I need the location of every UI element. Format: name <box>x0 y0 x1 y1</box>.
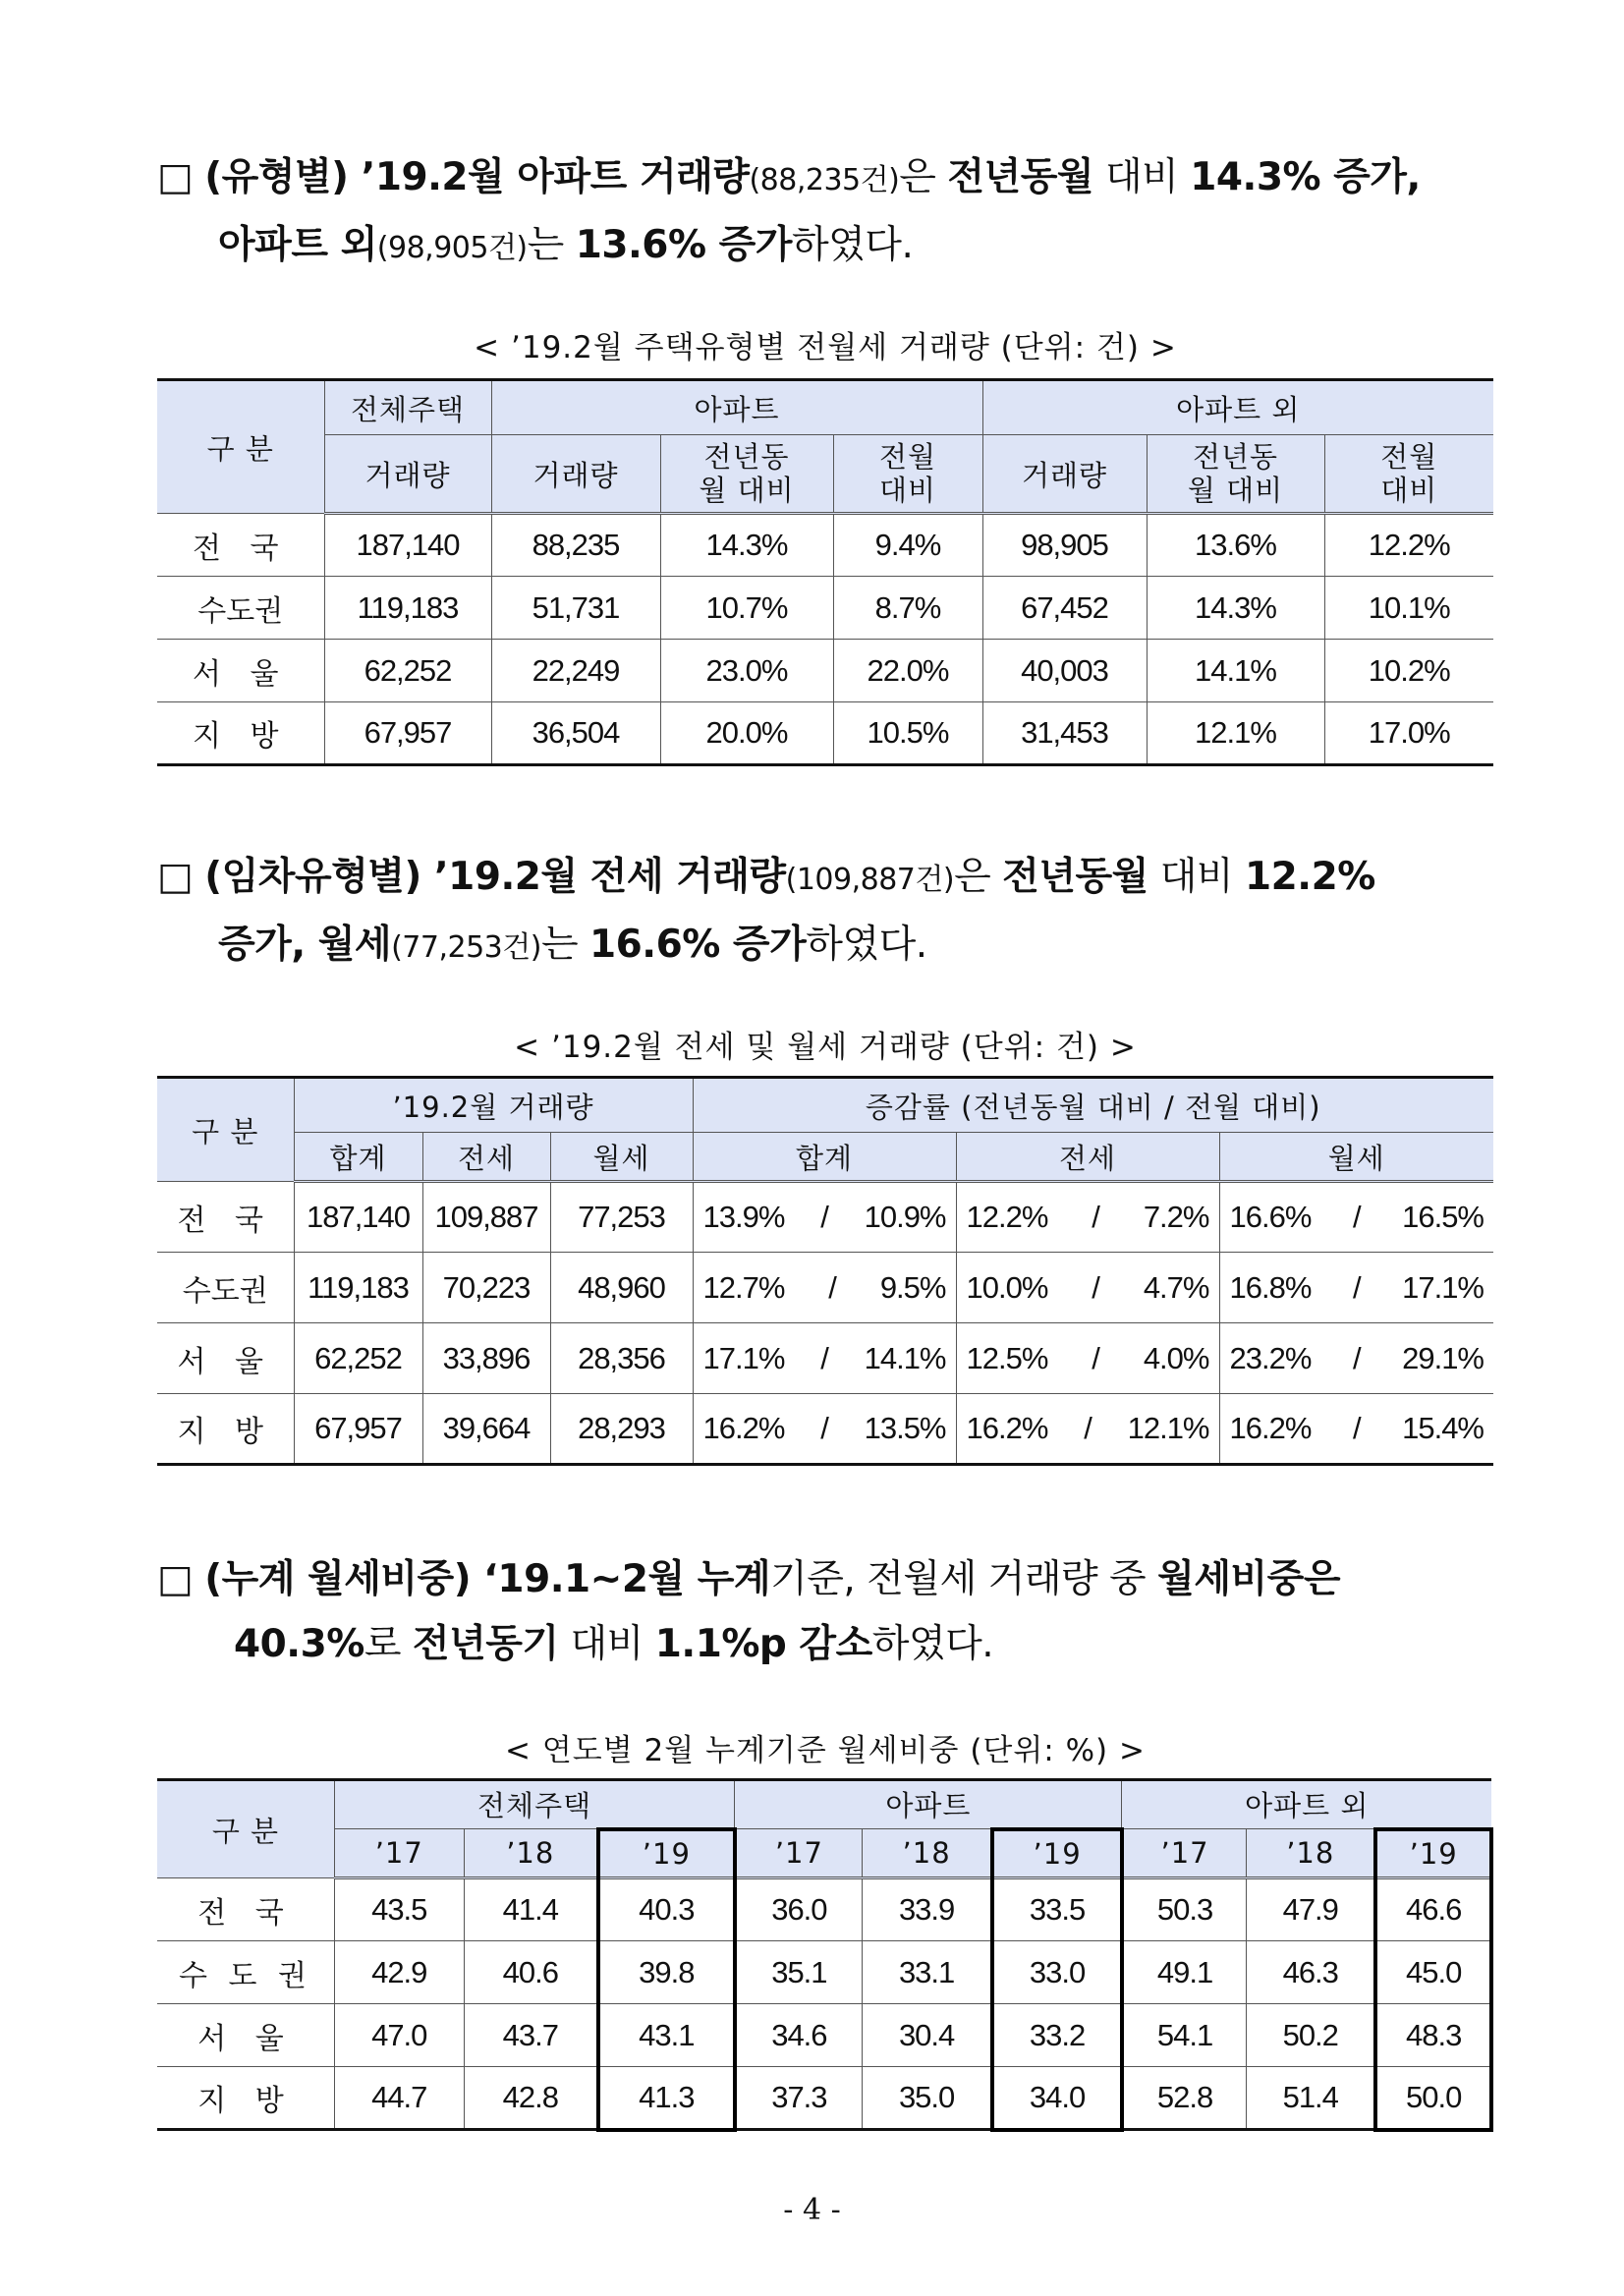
row-label: 서 울 <box>157 1323 294 1394</box>
t2-h-jeonse: 전세 <box>422 1133 550 1182</box>
cell: 51,731 <box>491 577 660 640</box>
t2-h-wolse: 월세 <box>550 1133 693 1182</box>
table2-caption: < ’19.2월 전세 및 월세 거래량 (단위: 건) > <box>514 1030 1137 1065</box>
table-row <box>157 1394 1493 1465</box>
p1-c: 전년동월 <box>947 155 1094 199</box>
cell: 30.4 <box>862 2004 992 2067</box>
cell: 67,957 <box>324 702 491 765</box>
cell: 9.4% <box>833 514 982 577</box>
paragraph-monthly-share <box>157 1547 1493 1677</box>
t1-h-other: 아파트 외 <box>982 380 1493 435</box>
table1-caption: < ’19.2월 주택유형별 전월세 거래량 (단위: 건) > <box>474 330 1177 365</box>
table-row <box>157 702 1493 765</box>
cell: 17.0% <box>1324 702 1493 765</box>
p2-i: 하였다. <box>806 923 927 967</box>
row-label: 수 도 권 <box>157 1941 334 2004</box>
table-monthly-share <box>157 1778 1493 2132</box>
p3-a: (누계 월세비중) ‘19.1~2월 누계 <box>204 1557 771 1601</box>
table-row <box>157 1253 1493 1323</box>
p1-f-small: (98,905건) <box>376 231 528 265</box>
p1-h: 13.6% 증가 <box>575 223 792 267</box>
cell: 52.8 <box>1122 2067 1247 2130</box>
paragraph-lease-type <box>157 845 1493 980</box>
cell-rate: 16.2% / 15.4% <box>1219 1394 1493 1465</box>
cell-rate: 23.2% / 29.1% <box>1219 1323 1493 1394</box>
p1-e: 14.3% 증가, <box>1190 155 1421 199</box>
t3-h-other: 아파트 외 <box>1122 1780 1491 1829</box>
t2-h-jeonse: 전세 <box>956 1133 1219 1182</box>
cell: 62,252 <box>294 1323 422 1394</box>
p3-b: 기준, 전월세 거래량 중 <box>770 1557 1158 1601</box>
cell: 10.7% <box>660 577 833 640</box>
t1-h-mom: 전월 대비 <box>1324 435 1493 514</box>
t1-h-gubun: 구 분 <box>157 380 324 514</box>
row-label: 수도권 <box>157 1253 294 1323</box>
cell: 51.4 <box>1247 2067 1376 2130</box>
cell: 35.0 <box>862 2067 992 2130</box>
checkbox-bullet: □ <box>157 155 194 199</box>
cell: 67,957 <box>294 1394 422 1465</box>
t3-h-gubun: 구 분 <box>157 1780 334 1878</box>
p2-d: 대비 <box>1148 855 1245 899</box>
cell: 33.1 <box>862 1941 992 2004</box>
t3-h-year: ’18 <box>464 1829 598 1878</box>
t1-h-vol: 거래량 <box>491 435 660 514</box>
cell: 12.2% <box>1324 514 1493 577</box>
row-label: 전 국 <box>157 1182 294 1253</box>
t2-h-sum: 합계 <box>294 1133 422 1182</box>
cell-rate: 10.0% / 4.7% <box>956 1253 1219 1323</box>
cell-rate: 13.9% / 10.9% <box>693 1182 956 1253</box>
table-row <box>157 2004 1491 2067</box>
cell: 34.0 <box>992 2067 1122 2130</box>
cell-rate: 12.2% / 7.2% <box>956 1182 1219 1253</box>
table-lease-volume <box>157 1076 1493 1466</box>
cell: 88,235 <box>491 514 660 577</box>
cell: 187,140 <box>324 514 491 577</box>
cell: 47.0 <box>334 2004 464 2067</box>
cell: 36,504 <box>491 702 660 765</box>
cell: 34.6 <box>735 2004 863 2067</box>
page-number: - 4 - <box>783 2193 841 2227</box>
cell: 70,223 <box>422 1253 550 1323</box>
t1-h-mom: 전월 대비 <box>833 435 982 514</box>
cell: 40.3 <box>598 1878 735 1941</box>
table-row <box>157 514 1493 577</box>
cell: 28,356 <box>550 1323 693 1394</box>
cell: 33.0 <box>992 1941 1122 2004</box>
t3-h-apt: 아파트 <box>735 1780 1122 1829</box>
t1-h-vol: 거래량 <box>982 435 1147 514</box>
cell: 37.3 <box>735 2067 863 2130</box>
cell: 13.6% <box>1147 514 1324 577</box>
cell: 31,453 <box>982 702 1147 765</box>
p2-b: 은 <box>954 855 1003 899</box>
cell-rate: 16.2% / 13.5% <box>693 1394 956 1465</box>
cell: 39,664 <box>422 1394 550 1465</box>
p2-g: 는 <box>540 923 590 967</box>
cell: 12.1% <box>1147 702 1324 765</box>
table-row <box>157 640 1493 702</box>
cell: 109,887 <box>422 1182 550 1253</box>
cell: 43.7 <box>464 2004 598 2067</box>
p3-c: 월세비중은 <box>1157 1557 1341 1601</box>
table-row <box>157 2067 1491 2130</box>
p1-i: 하였다. <box>791 223 914 267</box>
table-row <box>157 1878 1491 1941</box>
p3-i: 하였다. <box>871 1622 994 1666</box>
cell: 28,293 <box>550 1394 693 1465</box>
cell: 40,003 <box>982 640 1147 702</box>
cell: 50.3 <box>1122 1878 1247 1941</box>
cell: 33.2 <box>992 2004 1122 2067</box>
checkbox-bullet: □ <box>157 1557 194 1601</box>
cell: 45.0 <box>1375 1941 1491 2004</box>
cell: 43.5 <box>334 1878 464 1941</box>
cell: 22.0% <box>833 640 982 702</box>
cell-rate: 16.8% / 17.1% <box>1219 1253 1493 1323</box>
t3-h-year: ’17 <box>1122 1829 1247 1878</box>
p2-e: 12.2% <box>1245 855 1375 899</box>
t1-h-total: 전체주택 <box>324 380 491 435</box>
cell: 49.1 <box>1122 1941 1247 2004</box>
p3-e: 로 <box>364 1622 413 1666</box>
row-label: 전 국 <box>157 1878 334 1941</box>
p1-b: 은 <box>899 155 948 199</box>
row-label: 서 울 <box>157 640 324 702</box>
cell: 48,960 <box>550 1253 693 1323</box>
p2-f: 증가, 월세 <box>218 923 392 967</box>
cell: 46.6 <box>1375 1878 1491 1941</box>
cell: 33.5 <box>992 1878 1122 1941</box>
cell: 33,896 <box>422 1323 550 1394</box>
cell: 54.1 <box>1122 2004 1247 2067</box>
p1-a: (유형별) ’19.2월 아파트 거래량 <box>204 155 750 199</box>
cell-rate: 16.2% / 12.1% <box>956 1394 1219 1465</box>
t2-h-sum: 합계 <box>693 1133 956 1182</box>
cell: 44.7 <box>334 2067 464 2130</box>
t3-h-year: ’17 <box>334 1829 464 1878</box>
t1-h-vol: 거래량 <box>324 435 491 514</box>
p1-d: 대비 <box>1093 155 1191 199</box>
checkbox-bullet: □ <box>157 855 194 899</box>
cell: 20.0% <box>660 702 833 765</box>
t3-h-year: ’18 <box>862 1829 992 1878</box>
table-row <box>157 1941 1491 2004</box>
t3-h-year: ’17 <box>735 1829 863 1878</box>
t1-h-apt: 아파트 <box>491 380 982 435</box>
cell: 10.1% <box>1324 577 1493 640</box>
table-row <box>157 1323 1493 1394</box>
p3-h: 1.1%p 감소 <box>654 1622 872 1666</box>
cell: 119,183 <box>324 577 491 640</box>
cell: 41.3 <box>598 2067 735 2130</box>
cell-rate: 16.6% / 16.5% <box>1219 1182 1493 1253</box>
cell: 67,452 <box>982 577 1147 640</box>
cell: 35.1 <box>735 1941 863 2004</box>
cell: 77,253 <box>550 1182 693 1253</box>
cell: 42.9 <box>334 1941 464 2004</box>
paragraph-type <box>157 145 1493 281</box>
p2-f-small: (77,253건) <box>391 930 541 965</box>
t1-h-yoy: 전년동월 대비 <box>660 435 833 514</box>
cell: 14.1% <box>1147 640 1324 702</box>
cell: 8.7% <box>833 577 982 640</box>
cell: 33.9 <box>862 1878 992 1941</box>
row-label: 서 울 <box>157 2004 334 2067</box>
cell: 36.0 <box>735 1878 863 1941</box>
cell: 41.4 <box>464 1878 598 1941</box>
t2-h-wolse: 월세 <box>1219 1133 1493 1182</box>
row-label: 지 방 <box>157 1394 294 1465</box>
cell: 22,249 <box>491 640 660 702</box>
cell: 50.2 <box>1247 2004 1376 2067</box>
p3-f: 전년동기 <box>412 1622 559 1666</box>
p1-a-small: (88,235건) <box>749 163 900 197</box>
t3-h-year: ’19 <box>992 1829 1122 1878</box>
p3-d: 40.3% <box>234 1622 364 1666</box>
cell: 23.0% <box>660 640 833 702</box>
cell: 98,905 <box>982 514 1147 577</box>
t2-h-vol: ’19.2월 거래량 <box>294 1078 693 1133</box>
p1-g: 는 <box>527 223 576 267</box>
t2-h-rate: 증감률 (전년동월 대비 / 전월 대비) <box>693 1078 1493 1133</box>
p2-c: 전년동월 <box>1002 855 1148 899</box>
table3-caption: < 연도별 2월 누계기준 월세비중 (단위: %) > <box>505 1733 1146 1768</box>
cell: 10.2% <box>1324 640 1493 702</box>
cell: 14.3% <box>660 514 833 577</box>
p2-a-small: (109,887건) <box>785 863 955 897</box>
t2-h-gubun: 구 분 <box>157 1078 294 1182</box>
cell: 39.8 <box>598 1941 735 2004</box>
cell: 40.6 <box>464 1941 598 2004</box>
table-row <box>157 577 1493 640</box>
table-row <box>157 1182 1493 1253</box>
cell: 47.9 <box>1247 1878 1376 1941</box>
cell: 48.3 <box>1375 2004 1491 2067</box>
row-label: 지 방 <box>157 2067 334 2130</box>
cell: 43.1 <box>598 2004 735 2067</box>
cell: 14.3% <box>1147 577 1324 640</box>
p3-g: 대비 <box>558 1622 655 1666</box>
cell: 119,183 <box>294 1253 422 1323</box>
cell: 50.0 <box>1375 2067 1491 2130</box>
cell: 62,252 <box>324 640 491 702</box>
cell: 42.8 <box>464 2067 598 2130</box>
cell-rate: 12.7% / 9.5% <box>693 1253 956 1323</box>
t1-h-yoy: 전년동월 대비 <box>1147 435 1324 514</box>
p1-f: 아파트 외 <box>218 223 377 267</box>
cell: 187,140 <box>294 1182 422 1253</box>
t3-h-year: ’19 <box>598 1829 735 1878</box>
cell-rate: 12.5% / 4.0% <box>956 1323 1219 1394</box>
row-label: 수도권 <box>157 577 324 640</box>
table-type-volume <box>157 378 1493 766</box>
row-label: 지 방 <box>157 702 324 765</box>
cell: 46.3 <box>1247 1941 1376 2004</box>
row-label: 전 국 <box>157 514 324 577</box>
t3-h-year: ’19 <box>1375 1829 1491 1878</box>
cell-rate: 17.1% / 14.1% <box>693 1323 956 1394</box>
p2-a: (임차유형별) ’19.2월 전세 거래량 <box>204 855 786 899</box>
p2-h: 16.6% 증가 <box>589 923 807 967</box>
cell: 10.5% <box>833 702 982 765</box>
t3-h-year: ’18 <box>1247 1829 1376 1878</box>
t3-h-total: 전체주택 <box>334 1780 734 1829</box>
